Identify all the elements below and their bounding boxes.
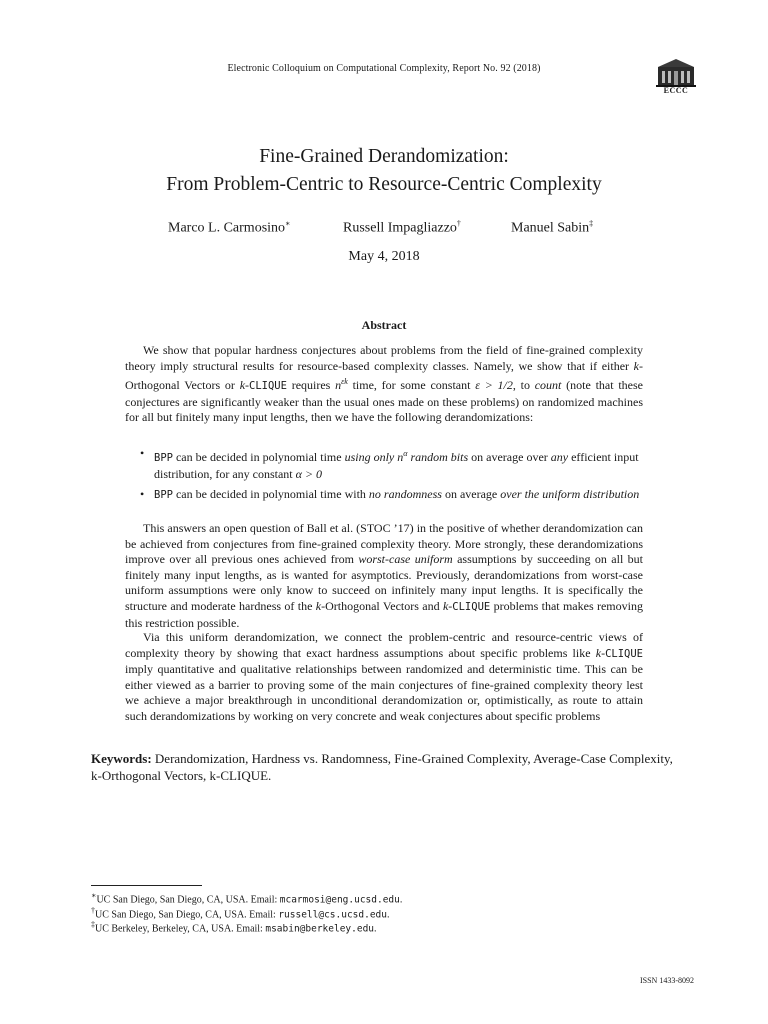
eccc-logo-label: ECCC <box>663 86 689 95</box>
abstract-heading: Abstract <box>361 318 407 332</box>
footnote-1: ∗UC San Diego, San Diego, CA, USA. Email: mcarmosi@eng.ucsd.edu. <box>91 891 403 906</box>
list-item: • BPP can be decided in polynomial time using only $n^\alpha$ random bits on average over any efficient input distribution, for any constant α > 0 <box>140 446 639 481</box>
email-link[interactable]: russell@cs.ucsd.edu <box>278 909 387 921</box>
author-1: Marco L. Carmosino∗ <box>168 219 291 236</box>
footnote-divider <box>91 885 202 886</box>
paper-title-line-2: From Problem-Centric to Resource-Centric Complexity <box>166 174 602 195</box>
keywords-label: Keywords: <box>91 751 152 766</box>
bullet-icon: • <box>140 487 145 502</box>
abstract-paragraph-2: This answers an open question of Ball et al. (STOC ’17) in the positive of whether derandomization can be achieved from conjectures from fine-grained complexity theory. More strongly, these derandomizations improve over all previous ones achieved from worst-case uniform assumptions by succeeding on all but finitely many input lengths, as is wanted for asymptotics. Previously, derandomizations from worst-case uniform assumptions were only know to succeed on infinitely many input lengths. It is specifically the structure and moderate hardness of the k-Orthogonal Vectors and k-CLIQUE problems that makes removing this restriction possible. <box>125 521 644 630</box>
footnote-2: †UC San Diego, San Diego, CA, USA. Email: russell@cs.ucsd.edu. <box>91 906 390 921</box>
footnote-3: ‡UC Berkeley, Berkeley, CA, USA. Email: msabin@berkeley.edu. <box>91 920 377 935</box>
email-link[interactable]: msabin@berkeley.edu <box>265 923 375 935</box>
issn-number: ISSN 1433-8092 <box>639 976 694 985</box>
list-item: • BPP can be decided in polynomial time with no randomness on average over the uniform distribution <box>140 487 640 502</box>
derandomization-list <box>140 446 644 509</box>
keywords: Keywords: Derandomization, Hardness vs. Randomness, Fine-Grained Complexity, Average-Case Complexity, k-Orthogonal Vectors, k-CLIQUE. <box>91 751 673 783</box>
author-3: Manuel Sabin‡ <box>511 219 594 236</box>
abstract-paragraph-1: We show that popular hardness conjectures about problems from the field of fine-grained complexity theory imply structural results for resource-based complexity classes. Namely, we show that if either k-Orthogonal Vectors or k-CLIQUE requires $n^{\varepsilon k}$ time, for some constant ε > 1/2, to count (note that these conjectures are significantly weaker than the usual ones made on these problems) on randomized machines for all but finitely many input lengths, then we have the following derandomizations: <box>125 343 643 425</box>
journal-header: Electronic Colloquium on Computational Complexity, Report No. 92 (2018) <box>227 63 541 74</box>
abstract-paragraph-3: Via this uniform derandomization, we connect the problem-centric and resource-centric views of complexity theory by showing that exact hardness assumptions about specific problems like k-CLIQUE imply quantitative and qualitative relationships between randomized and deterministic time. This can be either viewed as a barrier to proving some of the main conjectures of fine-grained complexity theory lest we achieve a major breakthrough in unconditional derandomization or, optimistically, as route to attain such derandomizations by working on very concrete and weak conjectures about specific problems <box>125 630 643 723</box>
email-link[interactable]: mcarmosi@eng.ucsd.edu <box>279 894 400 906</box>
bullet-icon: • <box>140 446 145 460</box>
author-2: Russell Impagliazzo† <box>343 219 461 236</box>
publication-date: May 4, 2018 <box>348 249 420 264</box>
paper-title-line-1: Fine-Grained Derandomization: <box>259 146 509 167</box>
